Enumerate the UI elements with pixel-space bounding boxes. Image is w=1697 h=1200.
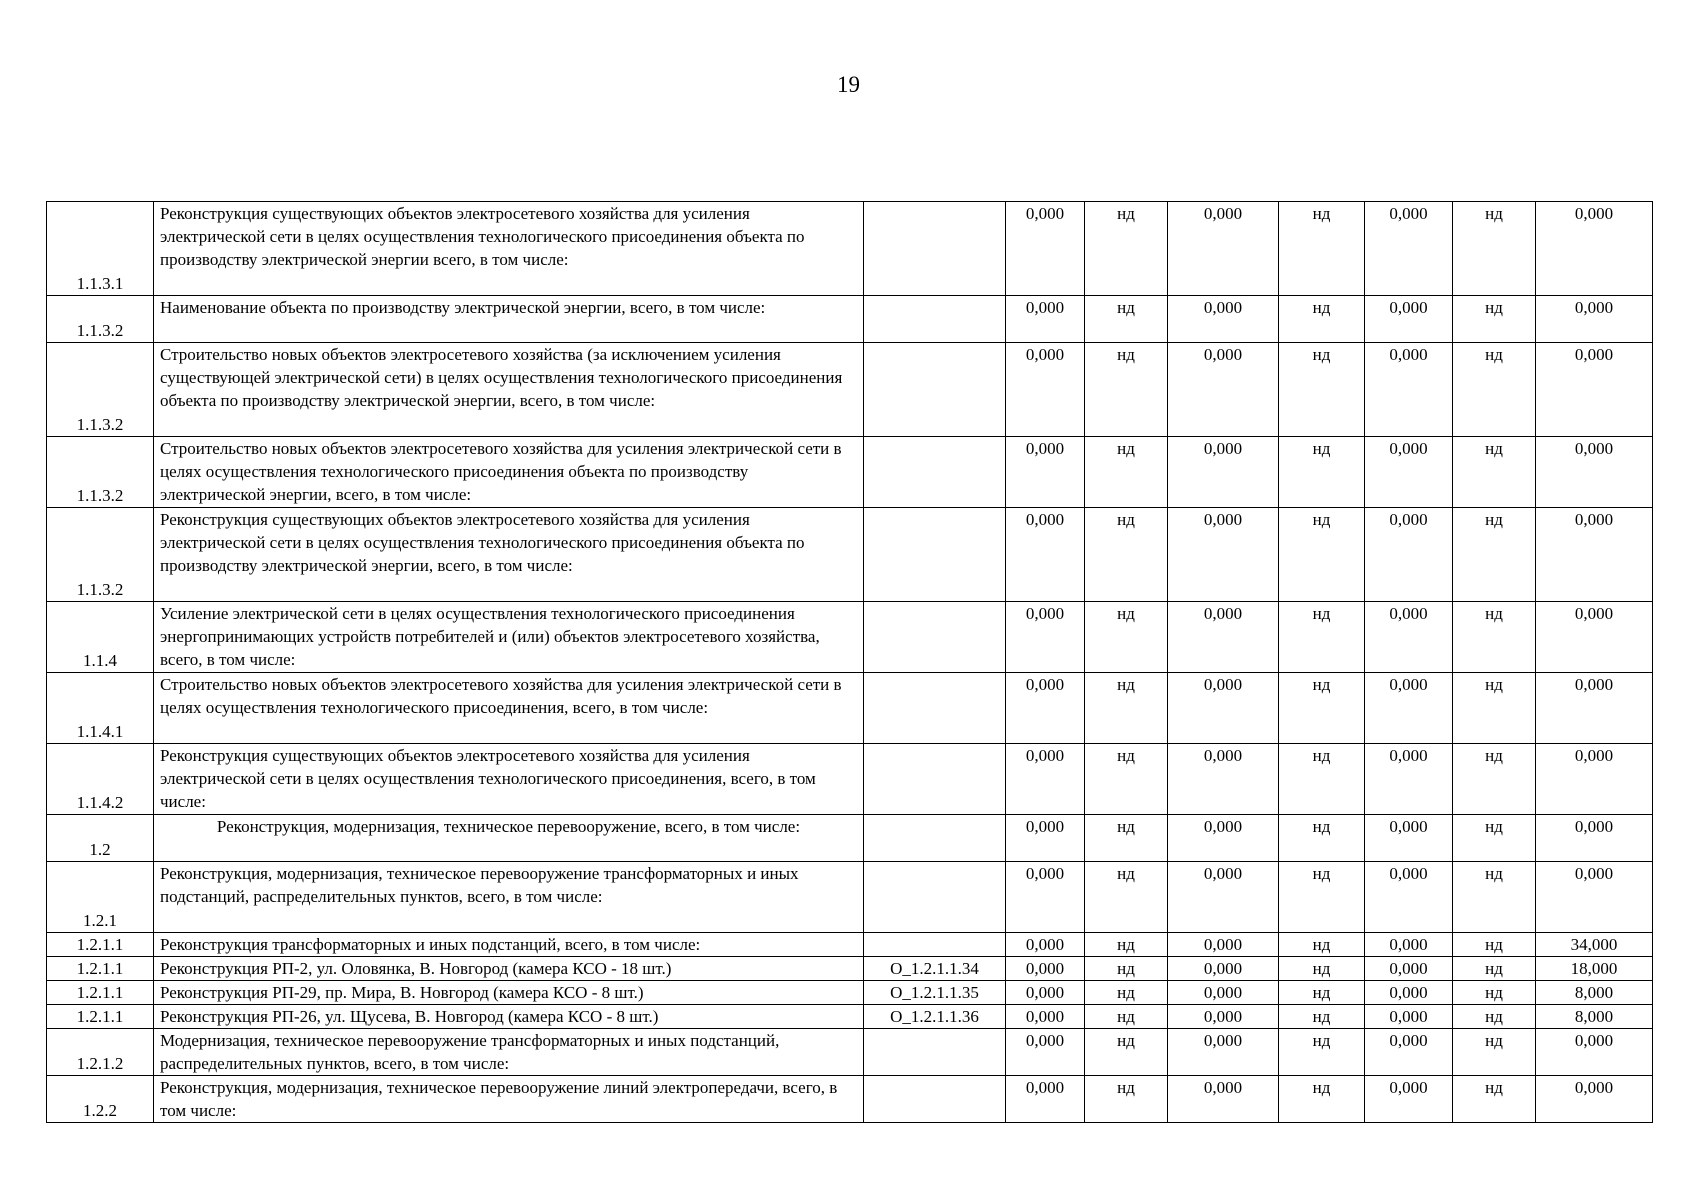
project-code-cell: О_1.2.1.1.35 (864, 981, 1006, 1005)
value-3-cell: 0,000 (1168, 343, 1279, 437)
value-5-cell: 0,000 (1365, 602, 1453, 673)
value-4-cell: нд (1279, 933, 1365, 957)
row-title-cell: Модернизация, техническое перевооружение трансформаторных и иных подстанций, распределительных пунктов, всего, в том числе: (154, 1029, 864, 1076)
row-title-cell: Реконструкция, модернизация, техническое перевооружение трансформаторных и иных подстанций, распределительных пунктов, всего, в том числе: (154, 862, 864, 933)
table-row (47, 1029, 1653, 1076)
value-2-cell: нд (1085, 981, 1168, 1005)
row-number-cell: 1.2.1.1 (47, 1005, 154, 1029)
row-number-cell: 1.2.1.1 (47, 933, 154, 957)
table-row (47, 437, 1653, 508)
value-3-cell: 0,000 (1168, 602, 1279, 673)
row-number-cell: 1.2.1.2 (47, 1029, 154, 1076)
row-number-cell: 1.1.3.1 (47, 202, 154, 296)
value-6-cell: нд (1453, 862, 1536, 933)
row-title-cell: Реконструкция трансформаторных и иных подстанций, всего, в том числе: (154, 933, 864, 957)
row-title-cell: Реконструкция, модернизация, техническое перевооружение, всего, в том числе: (154, 815, 864, 862)
value-3-cell: 0,000 (1168, 815, 1279, 862)
value-3-cell: 0,000 (1168, 862, 1279, 933)
value-1-cell: 0,000 (1006, 602, 1085, 673)
value-5-cell: 0,000 (1365, 437, 1453, 508)
value-7-cell: 0,000 (1536, 862, 1653, 933)
value-7-cell: 0,000 (1536, 437, 1653, 508)
value-5-cell: 0,000 (1365, 744, 1453, 815)
value-1-cell: 0,000 (1006, 202, 1085, 296)
value-3-cell: 0,000 (1168, 981, 1279, 1005)
row-number-cell: 1.1.3.2 (47, 296, 154, 343)
value-7-cell: 18,000 (1536, 957, 1653, 981)
value-6-cell: нд (1453, 981, 1536, 1005)
table-row (47, 602, 1653, 673)
value-6-cell: нд (1453, 508, 1536, 602)
value-5-cell: 0,000 (1365, 815, 1453, 862)
row-number-cell: 1.2.1.1 (47, 981, 154, 1005)
value-6-cell: нд (1453, 1029, 1536, 1076)
value-6-cell: нд (1453, 202, 1536, 296)
value-2-cell: нд (1085, 202, 1168, 296)
value-7-cell: 0,000 (1536, 815, 1653, 862)
value-6-cell: нд (1453, 744, 1536, 815)
value-7-cell: 8,000 (1536, 1005, 1653, 1029)
row-number-cell: 1.1.3.2 (47, 343, 154, 437)
value-7-cell: 34,000 (1536, 933, 1653, 957)
table-row (47, 815, 1653, 862)
value-7-cell: 0,000 (1536, 1076, 1653, 1123)
value-7-cell: 8,000 (1536, 981, 1653, 1005)
project-code-cell (864, 1029, 1006, 1076)
value-2-cell: нд (1085, 437, 1168, 508)
row-number-cell: 1.1.4 (47, 602, 154, 673)
value-4-cell: нд (1279, 815, 1365, 862)
row-number-cell: 1.2.2 (47, 1076, 154, 1123)
value-2-cell: нд (1085, 957, 1168, 981)
value-3-cell: 0,000 (1168, 957, 1279, 981)
table-row (47, 508, 1653, 602)
row-title-cell: Реконструкция, модернизация, техническое перевооружение линий электропередачи, всего, в том числе: (154, 1076, 864, 1123)
row-title-cell: Реконструкция РП-2, ул. Оловянка, В. Новгород (камера КСО - 18 шт.) (154, 957, 864, 981)
value-4-cell: нд (1279, 862, 1365, 933)
value-1-cell: 0,000 (1006, 343, 1085, 437)
value-7-cell: 0,000 (1536, 508, 1653, 602)
row-title-cell: Реконструкция существующих объектов электросетевого хозяйства для усиления электрической сети в целях осуществления технологического присоединения, всего, в том числе: (154, 744, 864, 815)
row-number-cell: 1.2.1 (47, 862, 154, 933)
value-6-cell: нд (1453, 1076, 1536, 1123)
value-3-cell: 0,000 (1168, 1005, 1279, 1029)
value-3-cell: 0,000 (1168, 1029, 1279, 1076)
value-7-cell: 0,000 (1536, 296, 1653, 343)
row-number-cell: 1.1.3.2 (47, 437, 154, 508)
value-2-cell: нд (1085, 744, 1168, 815)
value-2-cell: нд (1085, 673, 1168, 744)
value-2-cell: нд (1085, 862, 1168, 933)
value-3-cell: 0,000 (1168, 202, 1279, 296)
value-2-cell: нд (1085, 343, 1168, 437)
value-3-cell: 0,000 (1168, 296, 1279, 343)
value-7-cell: 0,000 (1536, 602, 1653, 673)
project-code-cell (864, 343, 1006, 437)
table-row (47, 1076, 1653, 1123)
project-code-cell (864, 437, 1006, 508)
project-code-cell (864, 602, 1006, 673)
value-7-cell: 0,000 (1536, 744, 1653, 815)
value-1-cell: 0,000 (1006, 957, 1085, 981)
table-row (47, 673, 1653, 744)
table-row (47, 933, 1653, 957)
row-title-cell: Реконструкция существующих объектов электросетевого хозяйства для усиления электрической сети в целях осуществления технологического присоединения объекта по производству электрической энергии всего, в том числе: (154, 202, 864, 296)
row-title-cell: Строительство новых объектов электросетевого хозяйства (за исключением усиления существующей электрической сети) в целях осуществления технологического присоединения объекта по производству электрической энергии, всего, в том числе: (154, 343, 864, 437)
value-4-cell: нд (1279, 602, 1365, 673)
value-4-cell: нд (1279, 343, 1365, 437)
project-code-cell (864, 508, 1006, 602)
value-2-cell: нд (1085, 815, 1168, 862)
value-4-cell: нд (1279, 508, 1365, 602)
table-row (47, 862, 1653, 933)
value-5-cell: 0,000 (1365, 1005, 1453, 1029)
table-row (47, 202, 1653, 296)
project-code-cell (864, 744, 1006, 815)
value-7-cell: 0,000 (1536, 202, 1653, 296)
value-5-cell: 0,000 (1365, 862, 1453, 933)
value-2-cell: нд (1085, 508, 1168, 602)
value-1-cell: 0,000 (1006, 933, 1085, 957)
value-2-cell: нд (1085, 1029, 1168, 1076)
value-2-cell: нд (1085, 602, 1168, 673)
value-2-cell: нд (1085, 296, 1168, 343)
value-5-cell: 0,000 (1365, 933, 1453, 957)
value-2-cell: нд (1085, 1076, 1168, 1123)
value-4-cell: нд (1279, 957, 1365, 981)
value-4-cell: нд (1279, 202, 1365, 296)
value-1-cell: 0,000 (1006, 1005, 1085, 1029)
value-1-cell: 0,000 (1006, 1029, 1085, 1076)
value-5-cell: 0,000 (1365, 296, 1453, 343)
value-6-cell: нд (1453, 1005, 1536, 1029)
project-code-cell (864, 673, 1006, 744)
row-title-cell: Реконструкция РП-26, ул. Щусева, В. Новгород (камера КСО - 8 шт.) (154, 1005, 864, 1029)
table-body (47, 202, 1653, 1123)
value-2-cell: нд (1085, 1005, 1168, 1029)
value-3-cell: 0,000 (1168, 1076, 1279, 1123)
value-1-cell: 0,000 (1006, 744, 1085, 815)
row-title-cell: Строительство новых объектов электросетевого хозяйства для усиления электрической сети в целях осуществления технологического присоединения объекта по производству электрической энергии, всего, в том числе: (154, 437, 864, 508)
value-1-cell: 0,000 (1006, 1076, 1085, 1123)
page-number: 19 (837, 72, 860, 97)
project-code-cell (864, 1076, 1006, 1123)
table-row (47, 296, 1653, 343)
value-6-cell: нд (1453, 343, 1536, 437)
value-3-cell: 0,000 (1168, 673, 1279, 744)
project-code-cell: О_1.2.1.1.34 (864, 957, 1006, 981)
value-7-cell: 0,000 (1536, 1029, 1653, 1076)
project-code-cell: О_1.2.1.1.36 (864, 1005, 1006, 1029)
project-code-cell (864, 296, 1006, 343)
value-1-cell: 0,000 (1006, 508, 1085, 602)
value-1-cell: 0,000 (1006, 296, 1085, 343)
row-number-cell: 1.1.4.2 (47, 744, 154, 815)
row-number-cell: 1.2.1.1 (47, 957, 154, 981)
value-3-cell: 0,000 (1168, 508, 1279, 602)
table-row (47, 957, 1653, 981)
project-code-cell (864, 862, 1006, 933)
value-4-cell: нд (1279, 673, 1365, 744)
value-4-cell: нд (1279, 1029, 1365, 1076)
row-number-cell: 1.2 (47, 815, 154, 862)
value-6-cell: нд (1453, 815, 1536, 862)
value-6-cell: нд (1453, 602, 1536, 673)
value-4-cell: нд (1279, 296, 1365, 343)
row-title-cell: Строительство новых объектов электросетевого хозяйства для усиления электрической сети в целях осуществления технологического присоединения, всего, в том числе: (154, 673, 864, 744)
table-row (47, 1005, 1653, 1029)
row-title-cell: Наименование объекта по производству электрической энергии, всего, в том числе: (154, 296, 864, 343)
investment-program-table (46, 201, 1653, 1123)
value-1-cell: 0,000 (1006, 437, 1085, 508)
value-3-cell: 0,000 (1168, 744, 1279, 815)
value-5-cell: 0,000 (1365, 1076, 1453, 1123)
value-7-cell: 0,000 (1536, 343, 1653, 437)
value-5-cell: 0,000 (1365, 508, 1453, 602)
value-7-cell: 0,000 (1536, 673, 1653, 744)
value-6-cell: нд (1453, 933, 1536, 957)
value-1-cell: 0,000 (1006, 673, 1085, 744)
value-5-cell: 0,000 (1365, 981, 1453, 1005)
project-code-cell (864, 933, 1006, 957)
table-row (47, 981, 1653, 1005)
value-3-cell: 0,000 (1168, 437, 1279, 508)
value-5-cell: 0,000 (1365, 1029, 1453, 1076)
value-1-cell: 0,000 (1006, 862, 1085, 933)
table-row (47, 744, 1653, 815)
value-6-cell: нд (1453, 437, 1536, 508)
value-3-cell: 0,000 (1168, 933, 1279, 957)
row-title-cell: Реконструкция РП-29, пр. Мира, В. Новгород (камера КСО - 8 шт.) (154, 981, 864, 1005)
row-title-cell: Усиление электрической сети в целях осуществления технологического присоединения энергопринимающих устройств потребителей и (или) объектов электросетевого хозяйства, всего, в том числе: (154, 602, 864, 673)
row-number-cell: 1.1.3.2 (47, 508, 154, 602)
value-6-cell: нд (1453, 957, 1536, 981)
value-5-cell: 0,000 (1365, 957, 1453, 981)
project-code-cell (864, 815, 1006, 862)
project-code-cell (864, 202, 1006, 296)
value-4-cell: нд (1279, 437, 1365, 508)
row-title-cell: Реконструкция существующих объектов электросетевого хозяйства для усиления электрической сети в целях осуществления технологического присоединения объекта по производству электрической энергии, всего, в том числе: (154, 508, 864, 602)
value-1-cell: 0,000 (1006, 815, 1085, 862)
table-row (47, 343, 1653, 437)
row-number-cell: 1.1.4.1 (47, 673, 154, 744)
value-6-cell: нд (1453, 296, 1536, 343)
value-4-cell: нд (1279, 1005, 1365, 1029)
value-5-cell: 0,000 (1365, 673, 1453, 744)
value-6-cell: нд (1453, 673, 1536, 744)
value-4-cell: нд (1279, 1076, 1365, 1123)
value-5-cell: 0,000 (1365, 202, 1453, 296)
value-5-cell: 0,000 (1365, 343, 1453, 437)
value-1-cell: 0,000 (1006, 981, 1085, 1005)
value-4-cell: нд (1279, 744, 1365, 815)
value-2-cell: нд (1085, 933, 1168, 957)
value-4-cell: нд (1279, 981, 1365, 1005)
